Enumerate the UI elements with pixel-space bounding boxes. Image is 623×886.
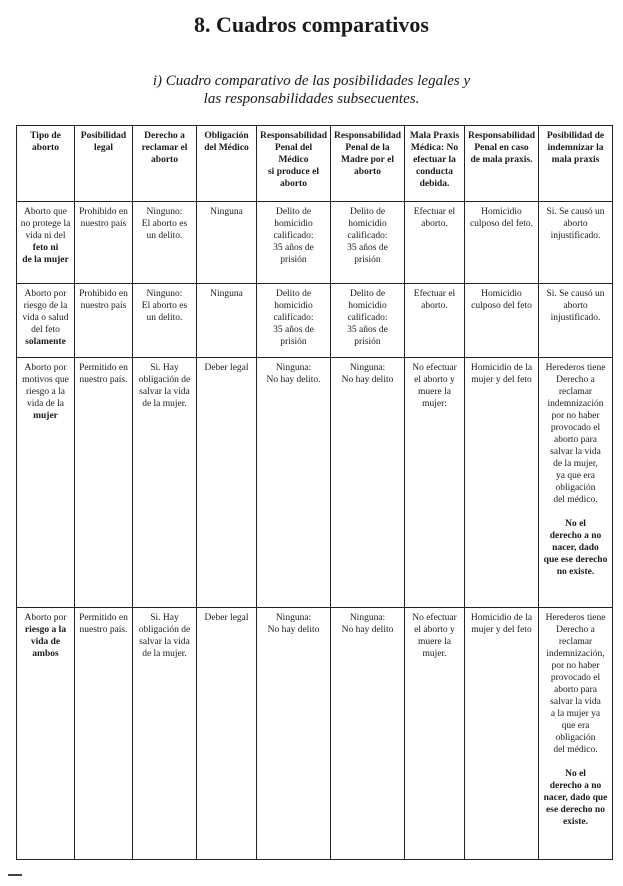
cell: Efectuar el aborto. <box>405 284 465 358</box>
cell: Si. Hay obligación de salvar la vida de la mujer. <box>133 358 197 608</box>
cell: No efectuar el aborto y muere la mujer. <box>405 608 465 860</box>
caption-line-2: las responsabilidades subsecuentes. <box>203 91 420 107</box>
cell-tipo: Aborto por riesgo de la vida o salud del feto solamente <box>17 284 75 358</box>
cell: Prohibido en nuestro país <box>75 202 133 284</box>
cell: Ninguna: No hay delito. <box>257 358 331 608</box>
header-resp-medico: Responsabilidad Penal del Médico si produce el aborto <box>257 126 331 202</box>
cell: Ninguno: El aborto es un delito. <box>133 284 197 358</box>
cell: Delito de homicidio calificado: 35 años de prisión <box>257 202 331 284</box>
cell: Ninguna: No hay delito <box>331 608 405 860</box>
comparison-table <box>16 125 613 860</box>
cell: Si. Hay obligación de salvar la vida de la mujer. <box>133 608 197 860</box>
cell: Deber legal <box>197 358 257 608</box>
header-obligacion: Obligación del Médico <box>197 126 257 202</box>
table-caption <box>0 72 623 108</box>
header-mala-praxis: Mala Praxis Médica: No efectuar la conducta debida. <box>405 126 465 202</box>
cell-indemnizar: Herederos tiene Derecho a reclamar indemnización, por no haber provocado el aborto para salvar la vida a la mujer ya que era obligación del médico. No el derecho a no nacer, dado que ese derecho no existe. <box>539 608 613 860</box>
cell: Ninguna: No hay delito <box>257 608 331 860</box>
page-title: 8. Cuadros comparativos <box>194 12 429 37</box>
page-edge-mark <box>8 874 22 876</box>
header-posibilidad: Posibilidad legal <box>75 126 133 202</box>
header-tipo: Tipo de aborto <box>17 126 75 202</box>
cell: Si. Se causó un aborto injustificado. <box>539 202 613 284</box>
cell: No efectuar el aborto y muere la mujer: <box>405 358 465 608</box>
cell: Permitido en nuestro país. <box>75 358 133 608</box>
caption-line-1: i) Cuadro comparativo de las posibilidades legales y <box>152 73 471 89</box>
cell-tipo: Aborto por riesgo a la vida de ambos <box>17 608 75 860</box>
cell: Ninguna <box>197 202 257 284</box>
cell: Homicidio de la mujer y del feto <box>465 358 539 608</box>
cell: Homicidio culposo del feto <box>465 284 539 358</box>
cell: Delito de homicidio calificado: 35 años de prisión <box>257 284 331 358</box>
cell: Prohibido en nuestro país <box>75 284 133 358</box>
cell: Delito de homicidio calificado: 35 años de prisión <box>331 284 405 358</box>
cell-tipo: Aborto que no protege la vida ni del feto ni de la mujer <box>17 202 75 284</box>
table-row <box>17 202 613 284</box>
header-derecho: Derecho a reclamar el aborto <box>133 126 197 202</box>
cell: Delito de homicidio calificado: 35 años de prisión <box>331 202 405 284</box>
table-row <box>17 608 613 860</box>
cell-indemnizar: Herederos tiene Derecho a reclamar indemnización por no haber provocado el aborto para salvar la vida de la mujer, ya que era obligación del médico. No el derecho a no nacer, dado que ese derecho no existe. <box>539 358 613 608</box>
cell: Deber legal <box>197 608 257 860</box>
cell: Homicidio de la mujer y del feto <box>465 608 539 860</box>
table-row <box>17 358 613 608</box>
header-row <box>17 126 613 202</box>
cell: Ninguno: El aborto es un delito. <box>133 202 197 284</box>
table-row <box>17 284 613 358</box>
cell-tipo: Aborto por motivos que riesgo a la vida de la mujer <box>17 358 75 608</box>
header-indemnizar: Posibilidad de indemnizar la mala praxis <box>539 126 613 202</box>
cell: Ninguna <box>197 284 257 358</box>
cell: Permitido en nuestro país. <box>75 608 133 860</box>
header-resp-madre: Responsabilidad Penal de la Madre por el aborto <box>331 126 405 202</box>
cell: Si. Se causó un aborto injustificado. <box>539 284 613 358</box>
cell: Homicidio culposo del feto. <box>465 202 539 284</box>
cell: Efectuar el aborto. <box>405 202 465 284</box>
cell: Ninguna: No hay delito <box>331 358 405 608</box>
header-resp-mala-praxis: Responsabilidad Penal en caso de mala praxis. <box>465 126 539 202</box>
